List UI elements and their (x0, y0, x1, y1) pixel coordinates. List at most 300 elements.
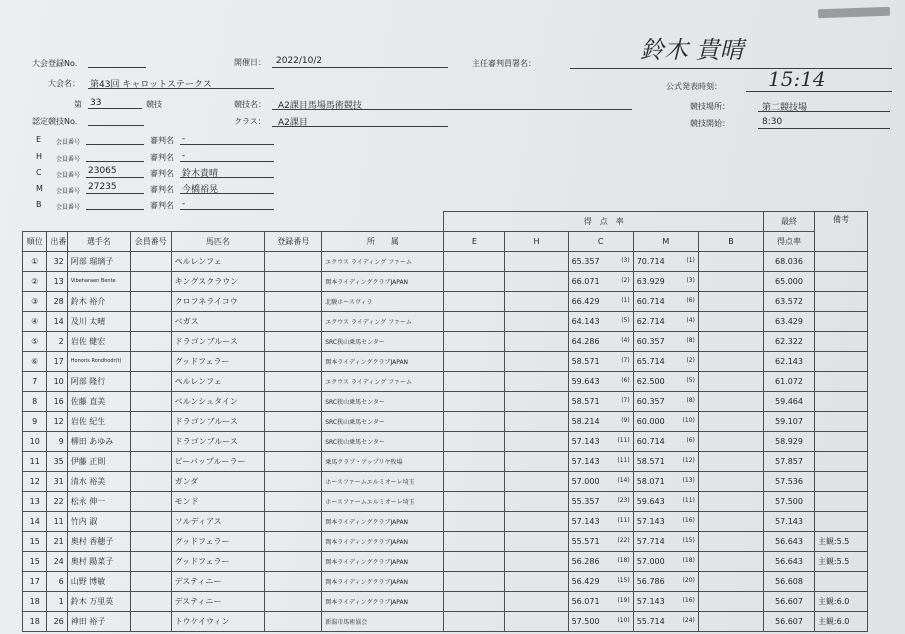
c-score-cell (568, 491, 633, 511)
e-score-cell (444, 551, 505, 571)
chief-judge-signature: 鈴木 貴晴 (640, 36, 744, 64)
rank-cell: 14 (23, 511, 47, 531)
kyogi-name-label: 競技名： (234, 100, 266, 109)
h-score-cell (505, 591, 568, 611)
m-rank: (1) (686, 256, 695, 264)
bib-cell: 24 (47, 551, 67, 571)
e-score-cell (444, 311, 505, 331)
kaisai-label: 開催日： (234, 58, 266, 67)
bib-cell: 11 (47, 511, 67, 531)
final-score-cell: 56.643 (764, 551, 815, 571)
c-rank: (11) (617, 456, 630, 464)
c-score: 57.143 (571, 436, 600, 446)
m-header: M (633, 231, 698, 251)
note-cell (814, 331, 867, 351)
horse-cell: ペルレンフェ (171, 371, 265, 391)
h-score-cell (505, 491, 568, 511)
b-score-cell (698, 451, 763, 471)
club-cell: 岡本ライディングクラブJAPAN (322, 551, 444, 571)
note-cell (814, 471, 867, 491)
score-group-header: 得 点 率 (444, 212, 764, 232)
m-score: 62.500 (636, 376, 665, 386)
final-score-cell: 57.536 (764, 471, 815, 491)
rank-cell: 10 (23, 431, 47, 451)
judge-no: 27235 (88, 182, 117, 192)
rider-cell: Vibeharaen Bente (67, 271, 130, 291)
member-cell (130, 291, 171, 311)
c-score: 56.429 (571, 576, 600, 586)
rider-cell: 阿部 隆行 (67, 371, 130, 391)
class-line (272, 126, 448, 127)
m-rank: (16) (682, 596, 695, 604)
final-score-cell: 56.643 (764, 531, 815, 551)
c-rank: (9) (621, 416, 630, 424)
rank-cell: 7 (23, 371, 47, 391)
nintei-line (88, 125, 144, 126)
bib-cell: 26 (47, 611, 67, 631)
m-rank: (6) (686, 296, 695, 304)
c-score: 56.071 (571, 596, 600, 606)
judge-name-label: 審判名 (150, 153, 174, 162)
table-row (23, 551, 868, 571)
m-score-cell (633, 351, 698, 371)
rank-cell: 17 (23, 571, 47, 591)
final-header-2: 得点率 (764, 231, 815, 251)
horse-cell: キングスクラウン (171, 271, 265, 291)
m-score: 65.714 (636, 356, 665, 366)
m-score: 63.929 (636, 276, 665, 286)
e-score-cell (444, 271, 505, 291)
official-time-label: 公式発表時刻： (666, 82, 722, 91)
club-cell: ホースファームエルミオーレ埼玉 (322, 471, 444, 491)
horse-cell: ビーバップルーラー (171, 451, 265, 471)
c-score: 56.286 (571, 556, 600, 566)
club-cell: 岡本ライディングクラブJAPAN (322, 591, 444, 611)
table-row (23, 331, 868, 351)
c-score-cell (568, 571, 633, 591)
club-cell: ホースファームエルミオーレ埼玉 (322, 491, 444, 511)
rank-cell: 18 (23, 611, 47, 631)
bib-cell: 21 (47, 531, 67, 551)
judge-name-line (180, 177, 274, 178)
m-score: 60.357 (636, 336, 665, 346)
e-score-cell (444, 391, 505, 411)
judge-no-label: 会員番号 (56, 188, 81, 195)
note-cell (814, 391, 867, 411)
reg-cell (265, 331, 322, 351)
club-header: 所 属 (322, 231, 444, 251)
note-cell (814, 251, 867, 271)
table-row (23, 491, 868, 511)
h-score-cell (505, 551, 568, 571)
c-score-cell (568, 291, 633, 311)
kaisai-line (272, 67, 448, 68)
c-score: 57.000 (571, 476, 600, 486)
m-rank: (15) (682, 536, 695, 544)
rider-cell: 伊藤 正則 (67, 451, 130, 471)
note-cell (814, 571, 867, 591)
c-score-cell (568, 271, 633, 291)
rank-cell: ⑥ (23, 351, 47, 371)
m-rank: (3) (686, 276, 695, 284)
member-cell (130, 531, 171, 551)
club-cell: 岡本ライディングクラブJAPAN (322, 351, 444, 371)
member-cell (130, 491, 171, 511)
final-score-cell: 59.464 (764, 391, 815, 411)
official-time: 15:14 (768, 67, 826, 91)
m-rank: (20) (682, 576, 695, 584)
reg-cell (265, 511, 322, 531)
horse-cell: モンド (171, 491, 265, 511)
horse-cell: グッドフェラー (171, 551, 265, 571)
judge-name-label: 審判名 (150, 201, 174, 210)
reg-cell (265, 531, 322, 551)
e-score-cell (444, 291, 505, 311)
horse-cell: クロフネライコウ (171, 291, 265, 311)
b-score-cell (698, 311, 763, 331)
b-header: B (698, 231, 763, 251)
e-score-cell (444, 571, 505, 591)
m-score-cell (633, 511, 698, 531)
m-score-cell (633, 291, 698, 311)
m-score-cell (633, 531, 698, 551)
reg-cell (265, 431, 322, 451)
c-score: 58.571 (571, 356, 600, 366)
c-rank: (3) (621, 256, 630, 264)
m-score-cell (633, 491, 698, 511)
table-row (23, 511, 868, 531)
b-score-cell (698, 371, 763, 391)
b-score-cell (698, 351, 763, 371)
e-score-cell (444, 451, 505, 471)
note-cell (814, 411, 867, 431)
reg-cell (265, 271, 322, 291)
h-score-cell (505, 611, 568, 631)
club-cell: 岡本ライディングクラブJAPAN (322, 511, 444, 531)
table-row (23, 391, 868, 411)
note-cell (814, 431, 867, 451)
c-score: 59.643 (571, 376, 600, 386)
kyogi-name: A2課目馬場馬術競技 (278, 101, 362, 111)
c-score-cell (568, 351, 633, 371)
m-score-cell (633, 471, 698, 491)
final-header-1: 最終 (764, 212, 815, 232)
m-score: 57.714 (636, 536, 665, 546)
judge-no-line (86, 193, 144, 194)
member-cell (130, 451, 171, 471)
reg-cell (265, 351, 322, 371)
judge-no-line (86, 209, 144, 210)
final-score-cell: 68.036 (764, 251, 815, 271)
member-cell (130, 591, 171, 611)
judge-name-label: 審判名 (150, 185, 174, 194)
m-score-cell (633, 311, 698, 331)
club-cell: 新潟市馬術協会 (322, 611, 444, 631)
class: A2課目 (278, 118, 308, 128)
taikai-name: 第43回 キャロットステークス (90, 80, 212, 90)
h-score-cell (505, 391, 568, 411)
note-cell (814, 371, 867, 391)
e-header: E (444, 231, 505, 251)
m-rank: (4) (686, 316, 695, 324)
e-score-cell (444, 471, 505, 491)
horse-cell: ドラゴンブルース (171, 331, 265, 351)
member-cell (130, 611, 171, 631)
member-cell (130, 331, 171, 351)
judge-no: 23065 (88, 166, 117, 176)
final-score-cell: 61.072 (764, 371, 815, 391)
rider-cell: 岩佐 健宏 (67, 331, 130, 351)
judge-name-line (180, 161, 274, 162)
c-rank: (11) (617, 516, 630, 524)
venue-line (758, 111, 890, 112)
venue-label: 競技場所： (690, 102, 730, 111)
c-score-cell (568, 411, 633, 431)
h-score-cell (505, 251, 568, 271)
note-cell (814, 491, 867, 511)
m-rank: (10) (682, 416, 695, 424)
h-score-cell (505, 411, 568, 431)
m-rank: (18) (682, 556, 695, 564)
final-score-cell: 62.322 (764, 331, 815, 351)
m-score: 60.357 (636, 396, 665, 406)
c-rank: (1) (621, 296, 630, 304)
judge-pos: C (36, 168, 42, 177)
club-cell: エクウス ライディング ファーム (322, 251, 444, 271)
start-time: 8:30 (762, 117, 783, 127)
bib-header: 出番 (47, 231, 67, 251)
c-score-cell (568, 391, 633, 411)
m-rank: (8) (686, 396, 695, 404)
reg-cell (265, 571, 322, 591)
m-score: 60.000 (636, 416, 665, 426)
rider-cell: 奥村 陽菜子 (67, 551, 130, 571)
bib-cell: 1 (47, 591, 67, 611)
note-cell (814, 351, 867, 371)
e-score-cell (444, 351, 505, 371)
judge-no-label: 会員番号 (56, 204, 81, 211)
h-score-cell (505, 451, 568, 471)
taikai-no-label: 大会登録No. (32, 59, 78, 68)
b-score-cell (698, 551, 763, 571)
rider-cell: 岩佐 紀生 (67, 411, 130, 431)
note-cell: 主観:6.0 (814, 591, 867, 611)
c-score-cell (568, 591, 633, 611)
note-cell: 主観:6.0 (814, 611, 867, 631)
start-label: 競技開始： (690, 119, 730, 128)
final-score-cell: 65.000 (764, 271, 815, 291)
c-rank: (23) (617, 496, 630, 504)
c-score: 58.571 (571, 396, 600, 406)
table-row (23, 611, 868, 631)
e-score-cell (444, 331, 505, 351)
judge-no-line (86, 144, 144, 145)
rank-cell: 15 (23, 531, 47, 551)
final-score-cell: 57.143 (764, 511, 815, 531)
table-row (23, 451, 868, 471)
m-score-cell (633, 371, 698, 391)
judge-name: - (182, 134, 186, 144)
taikai-no-line (88, 67, 146, 68)
rank-cell: 13 (23, 491, 47, 511)
m-rank: (13) (682, 476, 695, 484)
c-score: 64.286 (571, 336, 600, 346)
h-score-cell (505, 431, 568, 451)
judge-no-line (86, 161, 144, 162)
b-score-cell (698, 611, 763, 631)
table-row (23, 311, 868, 331)
bib-cell: 17 (47, 351, 67, 371)
club-cell: エクウス ライディング ファーム (322, 311, 444, 331)
c-rank: (18) (617, 556, 630, 564)
e-score-cell (444, 591, 505, 611)
b-score-cell (698, 531, 763, 551)
chief-judge-label: 主任審判員署名： (472, 59, 536, 68)
event-no: 33 (90, 98, 102, 108)
c-score: 66.071 (571, 276, 600, 286)
member-cell (130, 251, 171, 271)
judge-name-line (180, 209, 274, 210)
e-score-cell (444, 511, 505, 531)
c-score: 57.143 (571, 516, 600, 526)
m-score: 58.071 (636, 476, 665, 486)
member-cell (130, 271, 171, 291)
rank-cell: 18 (23, 591, 47, 611)
rider-header: 選手名 (67, 231, 130, 251)
table-row (23, 271, 868, 291)
member-cell (130, 551, 171, 571)
rank-cell: 11 (23, 451, 47, 471)
m-rank: (12) (682, 456, 695, 464)
rank-cell: 8 (23, 391, 47, 411)
kyogi-name-line (272, 109, 632, 110)
table-row (23, 351, 868, 371)
table-row (23, 291, 868, 311)
chief-judge-line (570, 68, 892, 69)
rider-cell: 阿部 瑠璃子 (67, 251, 130, 271)
judge-pos: E (36, 135, 42, 144)
rank-cell: ② (23, 271, 47, 291)
rank-cell: 12 (23, 471, 47, 491)
c-score-cell (568, 551, 633, 571)
bib-cell: 12 (47, 411, 67, 431)
b-score-cell (698, 431, 763, 451)
horse-cell: ガンダ (171, 471, 265, 491)
start-line (758, 128, 890, 129)
horse-cell: グッドフェラー (171, 531, 265, 551)
m-score: 55.714 (636, 616, 665, 626)
m-score-cell (633, 551, 698, 571)
horse-cell: ドラゴンブルース (171, 431, 265, 451)
member-cell (130, 391, 171, 411)
m-rank: (24) (682, 616, 695, 624)
club-cell: 岡本ライディングクラブJAPAN (322, 271, 444, 291)
m-score: 56.786 (636, 576, 665, 586)
c-score-cell (568, 451, 633, 471)
c-score-cell (568, 471, 633, 491)
c-rank: (5) (621, 316, 630, 324)
c-score: 55.571 (571, 536, 600, 546)
judge-name: - (182, 199, 186, 209)
horse-cell: ドラゴンブルース (171, 411, 265, 431)
club-cell: 北駿ホースヴィラ (322, 291, 444, 311)
table-header-top (23, 212, 868, 232)
c-score: 66.429 (571, 296, 600, 306)
judge-name-line (180, 144, 274, 145)
event-no-line (88, 108, 142, 109)
reg-cell (265, 471, 322, 491)
horse-cell: ソルディアス (171, 511, 265, 531)
horse-cell: ベルンシュタイン (171, 391, 265, 411)
c-score: 57.500 (571, 616, 600, 626)
table-row (23, 431, 868, 451)
horse-cell: デスティニー (171, 591, 265, 611)
e-score-cell (444, 371, 505, 391)
bib-cell: 14 (47, 311, 67, 331)
c-score: 65.357 (571, 256, 600, 266)
m-rank: (2) (686, 356, 695, 364)
c-rank: (22) (617, 536, 630, 544)
judge-pos: B (36, 200, 42, 209)
m-score-cell (633, 411, 698, 431)
rider-cell: 及川 太晴 (67, 311, 130, 331)
member-cell (130, 351, 171, 371)
note-cell: 主観:5.5 (814, 551, 867, 571)
rider-cell: 山野 博敏 (67, 571, 130, 591)
b-score-cell (698, 511, 763, 531)
b-score-cell (698, 391, 763, 411)
reg-header: 登録番号 (265, 231, 322, 251)
c-header: C (568, 231, 633, 251)
e-score-cell (444, 431, 505, 451)
h-header: H (505, 231, 568, 251)
judge-name: 今橋裕晃 (182, 185, 219, 195)
b-score-cell (698, 471, 763, 491)
dai-label: 第 (74, 100, 82, 109)
rank-cell: ① (23, 251, 47, 271)
member-cell (130, 511, 171, 531)
c-rank: (10) (617, 616, 630, 624)
results-table (22, 211, 868, 632)
reg-cell (265, 371, 322, 391)
c-rank: (4) (621, 336, 630, 344)
club-cell: 乗馬クラブ・アップリヤ牧場 (322, 451, 444, 471)
c-score-cell (568, 311, 633, 331)
h-score-cell (505, 571, 568, 591)
club-cell: SRC狭山乗馬センター (322, 431, 444, 451)
m-score-cell (633, 451, 698, 471)
c-score-cell (568, 511, 633, 531)
rank-cell: ⑤ (23, 331, 47, 351)
note-cell (814, 451, 867, 471)
venue: 第二競技場 (762, 103, 808, 113)
m-score: 58.571 (636, 456, 665, 466)
m-rank: (5) (686, 376, 695, 384)
c-rank: (19) (617, 596, 630, 604)
taikai-name-line (88, 88, 274, 89)
club-cell: エクウス ライディング ファーム (322, 371, 444, 391)
club-cell: 岡本ライディングクラブJAPAN (322, 531, 444, 551)
judge-name: 鈴木貴晴 (182, 169, 219, 179)
horse-cell: デスティニー (171, 571, 265, 591)
m-score-cell (633, 431, 698, 451)
rider-cell: Honoris Rondhodr(t) (67, 351, 130, 371)
m-score-cell (633, 591, 698, 611)
rider-cell: 竹内 淑 (67, 511, 130, 531)
h-score-cell (505, 331, 568, 351)
member-cell (130, 371, 171, 391)
m-rank: (11) (682, 496, 695, 504)
